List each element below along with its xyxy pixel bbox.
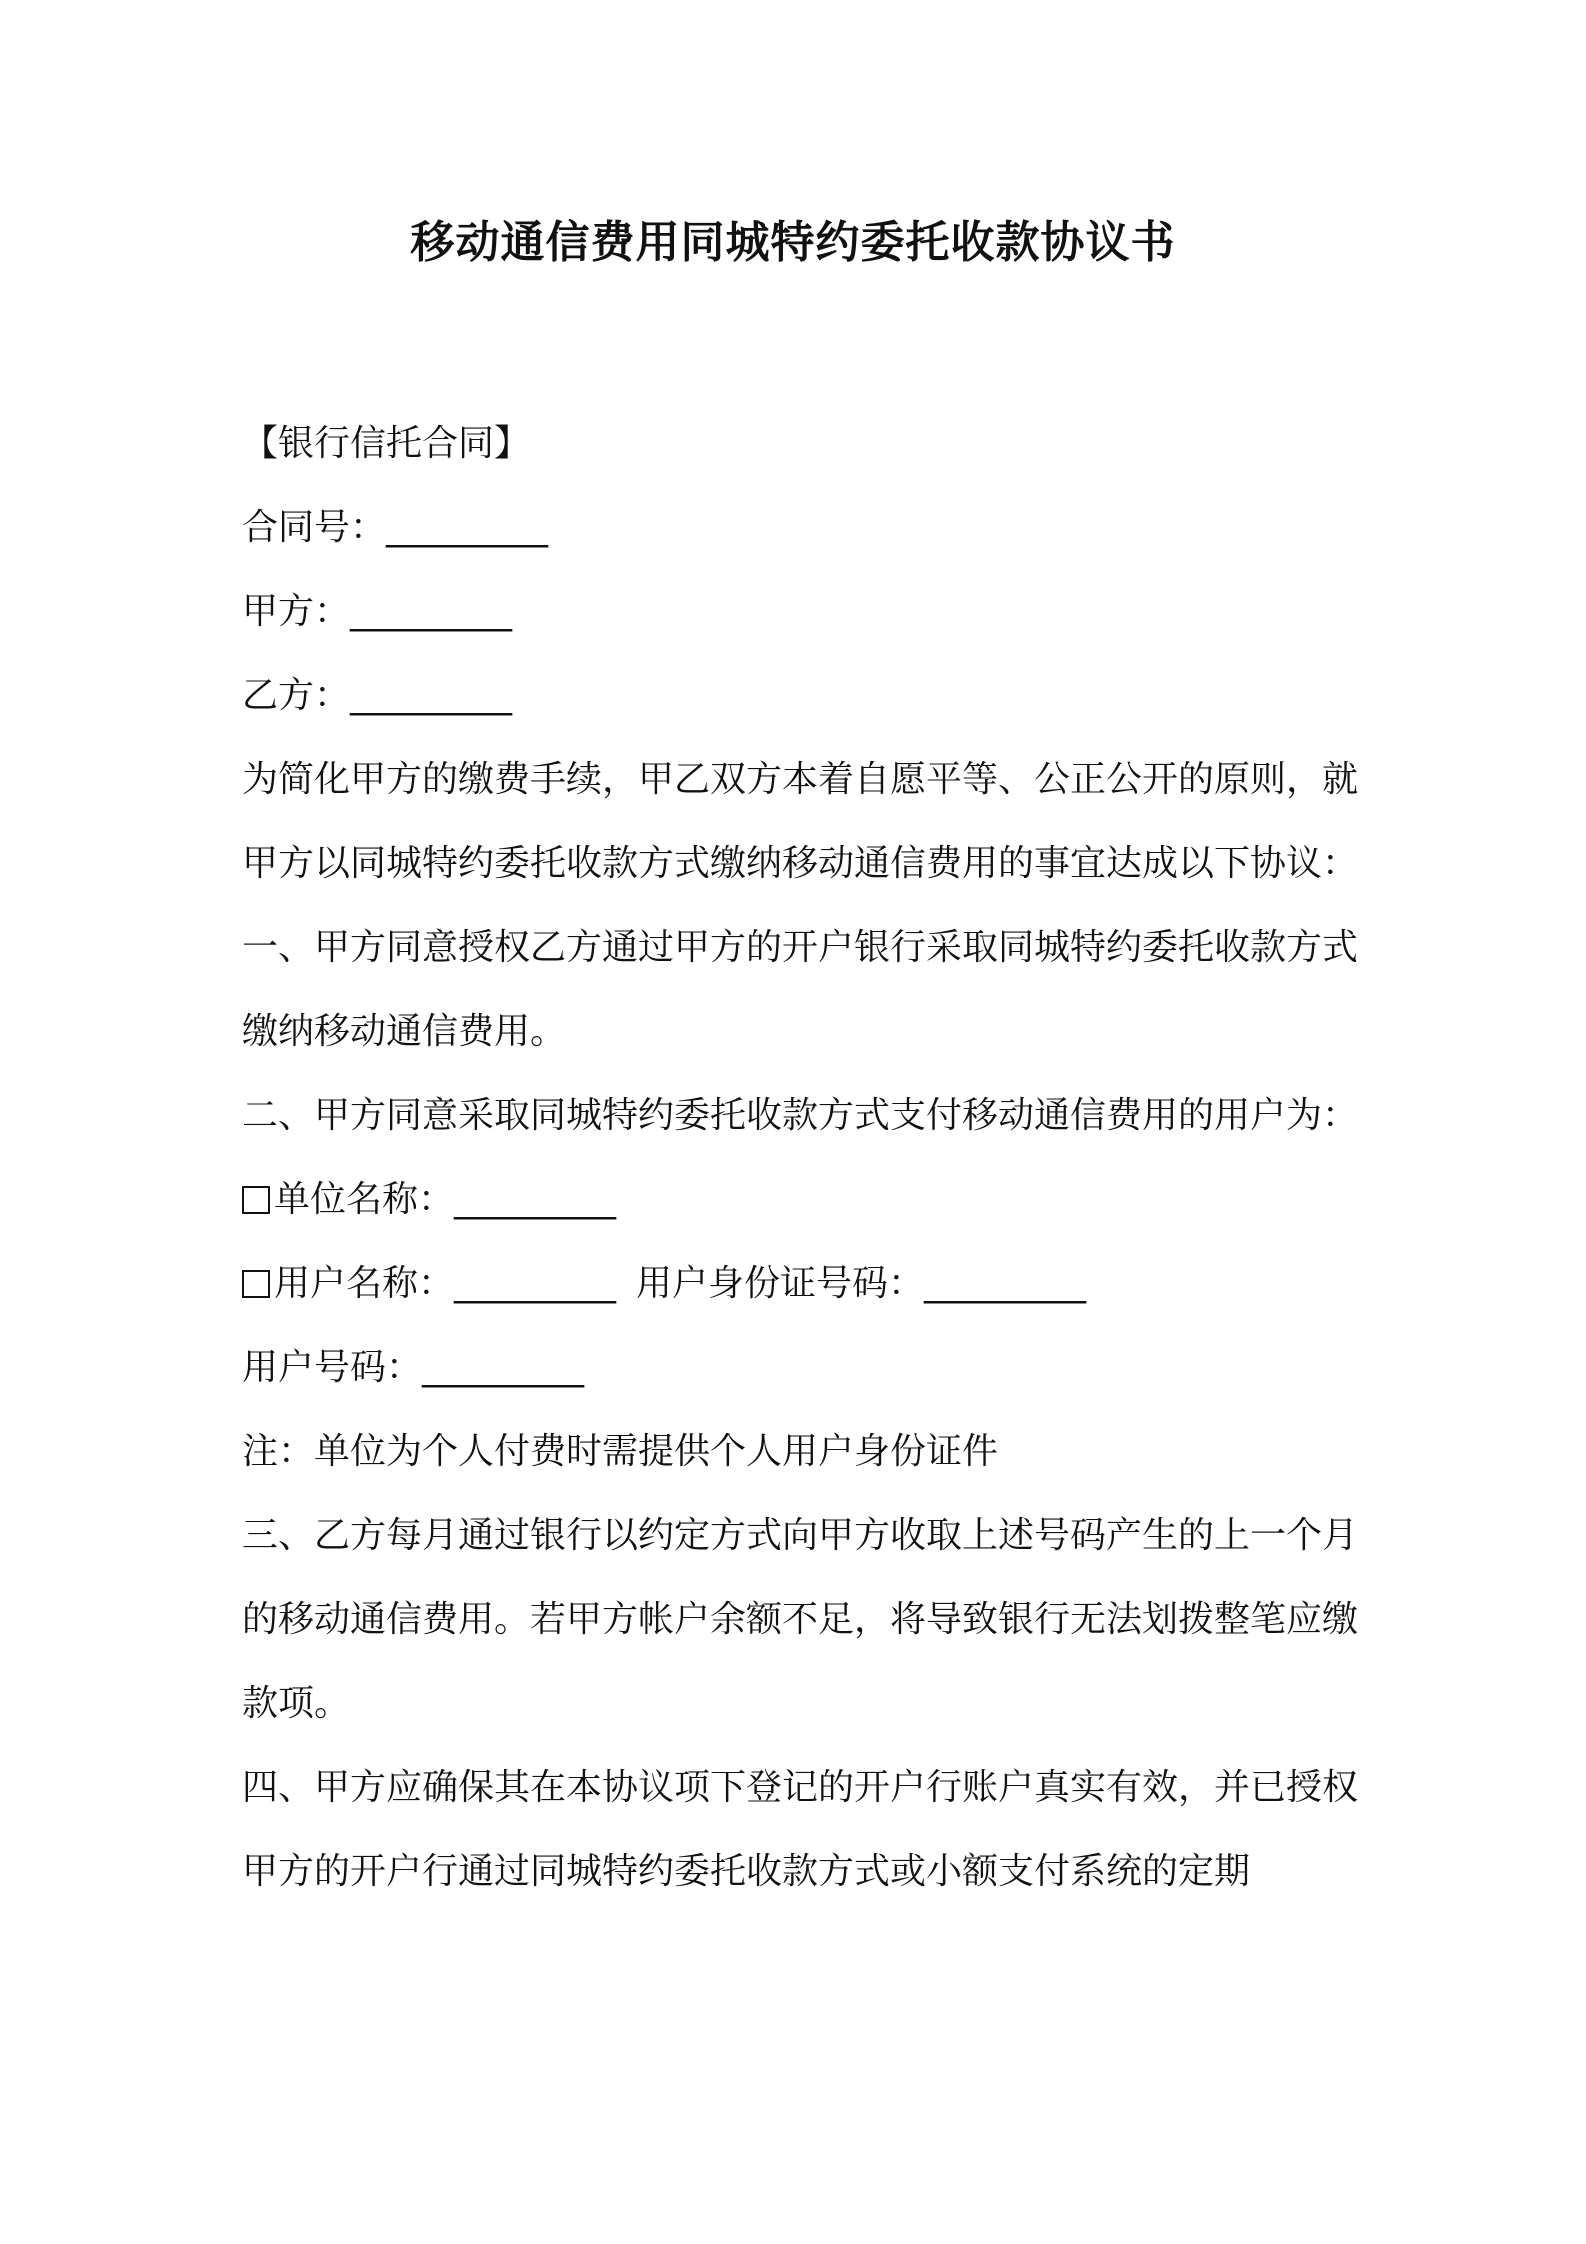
note-line: 注：单位为个人付费时需提供个人用户身份证件 (242, 1431, 999, 1472)
user-id-field: 用户身份证号码：_________ (636, 1263, 1087, 1304)
unit-checkbox[interactable] (242, 1186, 270, 1214)
unit-name-row (242, 1158, 1372, 1242)
party-a-field: 甲方：_________ (242, 591, 513, 632)
clause-4: 四、甲方应确保其在本协议项下登记的开户行账户真实有效，并已授权甲方的开户行通过同城特约委托收款方式或小额支付系统的定期 (242, 1767, 1359, 1892)
user-checkbox[interactable] (242, 1270, 270, 1298)
intro-paragraph: 为简化甲方的缴费手续，甲乙双方本着自愿平等、公正公开的原则，就甲方以同城特约委托收款方式缴纳移动通信费用的事宜达成以下协议： (242, 759, 1359, 884)
user-number-field: 用户号码：_________ (242, 1347, 585, 1388)
document-title: 移动通信费用同城特约委托收款协议书 (410, 217, 1176, 268)
party-b-field: 乙方：_________ (242, 675, 513, 716)
clause-2: 二、甲方同意采取同城特约委托收款方式支付移动通信费用的用户为： (242, 1095, 1359, 1136)
document-body (242, 402, 1372, 1914)
user-name-field: 用户名称：_________ (274, 1263, 617, 1304)
bracket-heading: 【银行信托合同】 (242, 423, 531, 464)
clause-1: 一、甲方同意授权乙方通过甲方的开户银行采取同城特约委托收款方式缴纳移动通信费用。 (242, 927, 1359, 1052)
user-name-row (242, 1242, 1372, 1326)
unit-name-field: 单位名称：_________ (274, 1179, 617, 1220)
contract-number-field: 合同号：_________ (242, 507, 549, 548)
clause-3: 三、乙方每月通过银行以约定方式向甲方收取上述号码产生的上一个月的移动通信费用。若甲方帐户余额不足，将导致银行无法划拨整笔应缴款项。 (242, 1515, 1359, 1724)
